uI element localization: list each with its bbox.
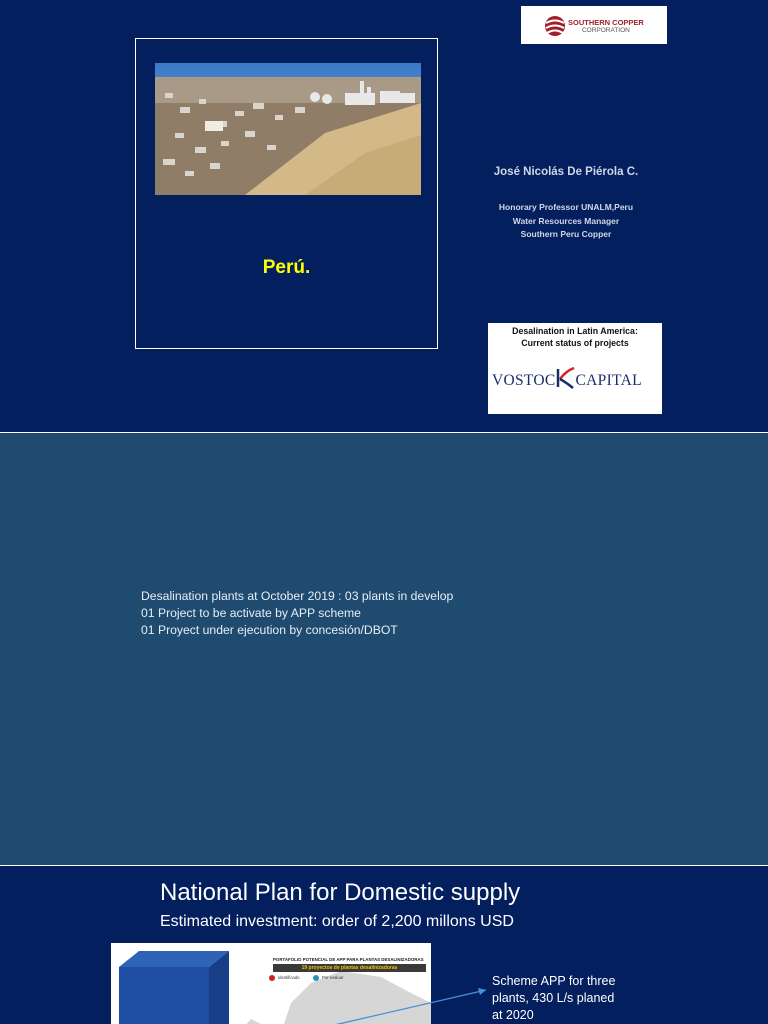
credential-line: Water Resources Manager: [512, 215, 620, 226]
status-text: [141, 588, 453, 639]
figure-heading: PORTAFOLIO POTENCIAL DE APP PARA PLANTAS DESALINIZADORAS: [273, 957, 424, 962]
logo-line2: CORPORATION: [581, 26, 630, 34]
author-credentials: [466, 201, 666, 242]
credential-line: Honorary Professor UNALM,Peru: [498, 202, 634, 212]
event-title-line1: Desalination in Latin America:: [512, 326, 638, 336]
k-swoosh-icon: [556, 367, 576, 389]
slide-title: National Plan for Domestic supply: [160, 879, 521, 906]
event-title-line2: Current status of projects: [521, 338, 629, 348]
event-box: [488, 323, 662, 414]
credential-line: Southern Peru Copper: [520, 229, 612, 239]
scheme-callout: [492, 973, 642, 1024]
location-label: Perú.: [262, 257, 311, 278]
status-line: 01 Project to be activate by APP scheme: [141, 606, 361, 620]
figure-banner: 19 proyectos de plantas desalinizadoras: [273, 964, 426, 972]
status-line: 01 Proyect under ejecution by concesión/DBOT: [141, 623, 398, 637]
brand-left: VOSTOC: [492, 372, 556, 389]
slide-status: [0, 433, 768, 865]
callout-line: Scheme APP for three: [492, 974, 616, 988]
brand-right: CAPITAL: [575, 372, 642, 389]
vostok-capital-logo: [492, 367, 642, 390]
slide-national-plan: [0, 866, 768, 1024]
slide-title: [0, 0, 768, 432]
legend-to-evaluate: Por evaluar: [322, 975, 344, 980]
city-photo: [155, 63, 421, 195]
status-line: Desalination plants at October 2019 : 03 plants in develop: [141, 589, 454, 603]
author-name: José Nicolás De Piérola C.: [493, 166, 639, 178]
logo-line1: SOUTHERN COPPER: [568, 18, 644, 27]
slide-subtitle: Estimated investment: order of 2,200 millons USD: [160, 913, 514, 930]
photo-frame: [135, 38, 438, 349]
legend-identified: Identificado: [278, 975, 300, 980]
callout-line: at 2020: [492, 1008, 534, 1022]
event-title: [488, 325, 662, 349]
logo-text: [568, 19, 644, 34]
southern-copper-logo: [521, 6, 667, 44]
callout-line: plants, 430 L/s planed: [492, 991, 615, 1005]
